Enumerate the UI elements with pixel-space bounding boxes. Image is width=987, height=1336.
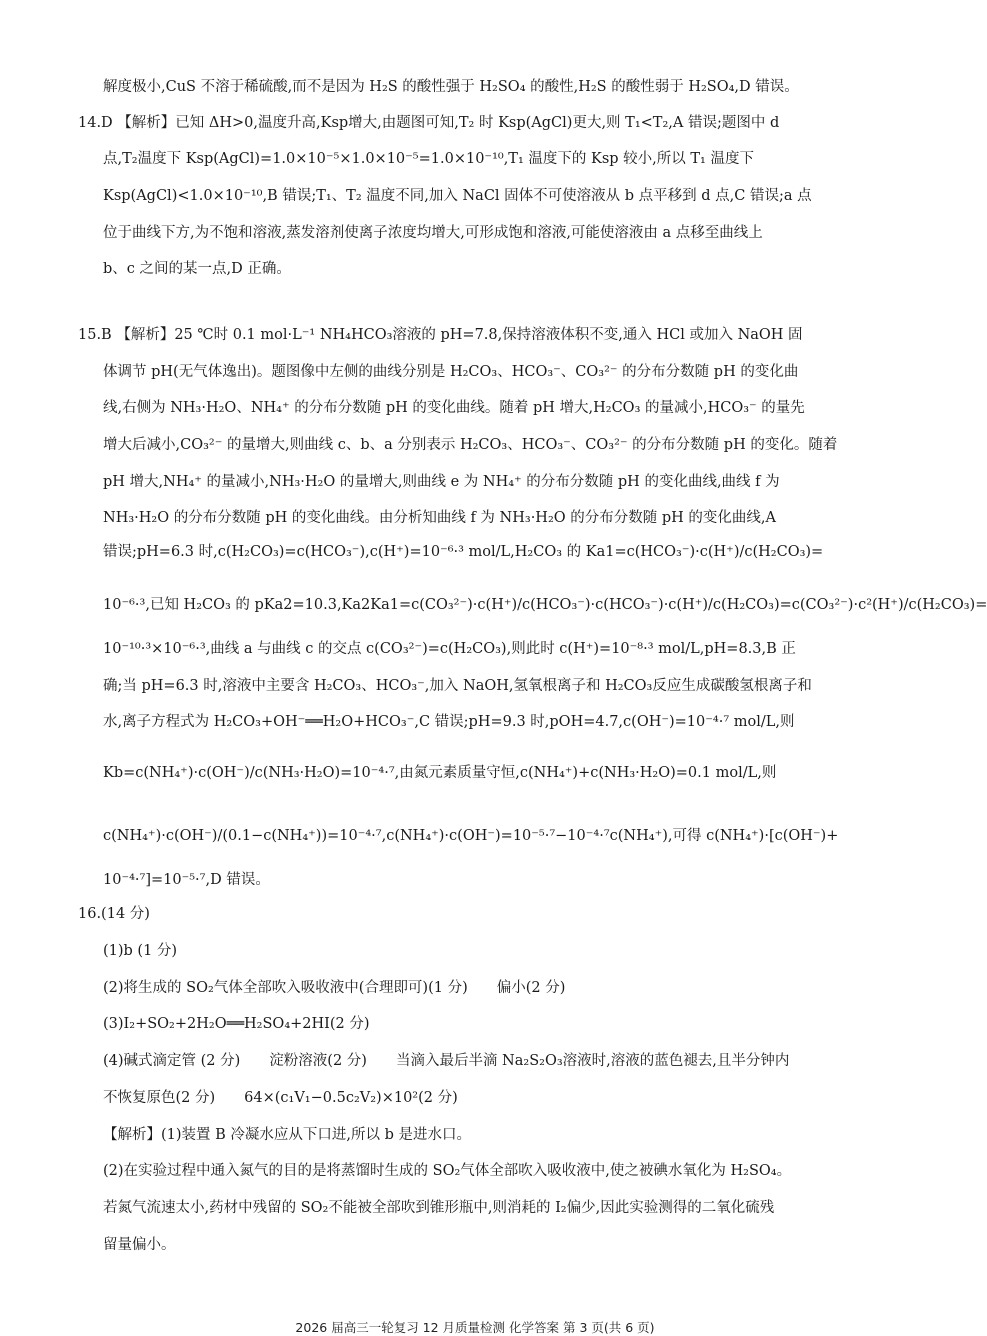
text-line: Ksp(AgCl)<1.0×10⁻¹⁰,B 错误;T₁、T₂ 温度不同,加入 NaCl 固体不可使溶液从 b 点平移到 d 点,C 错误;a 点 — [103, 188, 812, 204]
text-line: pH 增大,NH₄⁺ 的量减小,NH₃·H₂O 的量增大,则曲线 e 为 NH₄⁺ 的分布分数随 pH 的变化曲线,曲线 f 为 — [103, 474, 780, 490]
text-line: 错误;pH=6.3 时,c(H₂CO₃)=c(HCO₃⁻),c(H⁺)=10⁻⁶·³ mol/L,H₂CO₃ 的 Ka1=c(HCO₃⁻)·c(H⁺)/c(H₂CO₃)= — [103, 544, 824, 560]
text-line: 水,离子方程式为 H₂CO₃+OH⁻══H₂O+HCO₃⁻,C 错误;pH=9.3 时,pOH=4.7,c(OH⁻)=10⁻⁴·⁷ mol/L,则 — [103, 714, 795, 730]
text-line: 10⁻¹⁰·³×10⁻⁶·³,曲线 a 与曲线 c 的交点 c(CO₃²⁻)=c(H₂CO₃),则此时 c(H⁺)=10⁻⁸·³ mol/L,pH=8.3,B 正 — [103, 641, 796, 657]
text-line: (2)在实验过程中通入氮气的目的是将蒸馏时生成的 SO₂气体全部吹入吸收液中,使之被碘水氧化为 H₂SO₄。 — [103, 1163, 792, 1179]
text-line: 体调节 pH(无气体逸出)。题图像中左侧的曲线分别是 H₂CO₃、HCO₃⁻、CO₃²⁻ 的分布分数随 pH 的变化曲 — [103, 364, 799, 380]
text-line: 线,右侧为 NH₃·H₂O、NH₄⁺ 的分布分数随 pH 的变化曲线。随着 pH 增大,H₂CO₃ 的量减小,HCO₃⁻ 的量先 — [103, 400, 805, 416]
text-line: Kb=c(NH₄⁺)·c(OH⁻)/c(NH₃·H₂O)=10⁻⁴·⁷,由氮元素质量守恒,c(NH₄⁺)+c(NH₃·H₂O)=0.1 mol/L,则 — [103, 765, 777, 781]
text-line: (2)将生成的 SO₂气体全部吹入吸收液中(合理即可)(1 分) 偏小(2 分) — [103, 980, 566, 996]
text-line: b、c 之间的某一点,D 正确。 — [103, 261, 291, 277]
text-line: 14.D 【解析】已知 ΔH>0,温度升高,Ksp增大,由题图可知,T₂ 时 Ksp(AgCl)更大,则 T₁<T₂,A 错误;题图中 d — [78, 115, 780, 131]
text-line: 10⁻⁶·³,已知 H₂CO₃ 的 pKa2=10.3,Ka2Ka1=c(CO₃²⁻)·c(H⁺)/c(HCO₃⁻)·c(HCO₃⁻)·c(H⁺)/c(H₂CO₃)=c(CO₃²⁻)·c²(H⁺)/c(H₂CO₃)= — [103, 597, 987, 613]
text-line: 位于曲线下方,为不饱和溶液,蒸发溶剂使离子浓度均增大,可形成饱和溶液,可能使溶液由 a 点移至曲线上 — [103, 225, 763, 241]
text-line: 解度极小,CuS 不溶于稀硫酸,而不是因为 H₂S 的酸性强于 H₂SO₄ 的酸性,H₂S 的酸性弱于 H₂SO₄,D 错误。 — [103, 79, 799, 95]
text-line: (1)b (1 分) — [103, 943, 178, 959]
text-line: 【解析】(1)装置 B 冷凝水应从下口进,所以 b 是进水口。 — [103, 1127, 472, 1143]
text-line: (4)碱式滴定管 (2 分) 淀粉溶液(2 分) 当滴入最后半滴 Na₂S₂O₃溶液时,溶液的蓝色褪去,且半分钟内 — [103, 1053, 790, 1069]
text-line: 若氮气流速太小,药材中残留的 SO₂不能被全部吹到锥形瓶中,则消耗的 I₂偏少,因此实验测得的二氧化硫残 — [103, 1200, 775, 1216]
text-line: 16.(14 分) — [78, 906, 150, 922]
page-footer: 2026 届高三一轮复习 12 月质量检测 化学答案 第 3 页(共 6 页) — [295, 1320, 655, 1335]
text-line: (3)I₂+SO₂+2H₂O══H₂SO₄+2HI(2 分) — [103, 1016, 370, 1032]
text-line: 确;当 pH=6.3 时,溶液中主要含 H₂CO₃、HCO₃⁻,加入 NaOH,氢氧根离子和 H₂CO₃反应生成碳酸氢根离子和 — [103, 678, 812, 694]
text-line: 不恢复原色(2 分) 64×(c₁V₁−0.5c₂V₂)×10²(2 分) — [103, 1090, 458, 1106]
text-line: NH₃·H₂O 的分布分数随 pH 的变化曲线。由分析知曲线 f 为 NH₃·H₂O 的分布分数随 pH 的变化曲线,A — [103, 510, 776, 526]
text-line: 增大后减小,CO₃²⁻ 的量增大,则曲线 c、b、a 分别表示 H₂CO₃、HCO₃⁻、CO₃²⁻ 的分布分数随 pH 的变化。随着 — [103, 437, 838, 453]
text-line: 留量偏小。 — [103, 1237, 176, 1253]
text-line: 15.B 【解析】25 ℃时 0.1 mol·L⁻¹ NH₄HCO₃溶液的 pH=7.8,保持溶液体积不变,通入 HCl 或加入 NaOH 固 — [78, 327, 803, 343]
text-line: c(NH₄⁺)·c(OH⁻)/(0.1−c(NH₄⁺))=10⁻⁴·⁷,c(NH₄⁺)·c(OH⁻)=10⁻⁵·⁷−10⁻⁴·⁷c(NH₄⁺),可得 c(NH₄⁺)·[c(OH⁻)+ — [103, 828, 839, 844]
text-line: 10⁻⁴·⁷]=10⁻⁵·⁷,D 错误。 — [103, 872, 270, 888]
text-line: 点,T₂温度下 Ksp(AgCl)=1.0×10⁻⁵×1.0×10⁻⁵=1.0×10⁻¹⁰,T₁ 温度下的 Ksp 较小,所以 T₁ 温度下 — [103, 151, 754, 167]
